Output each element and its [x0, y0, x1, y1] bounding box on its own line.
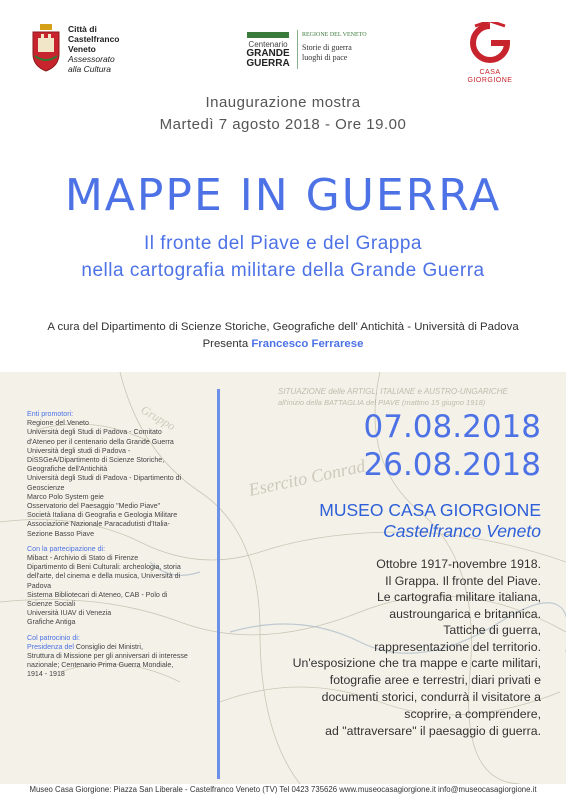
promotore-item: Università degli Studi di Padova - Comitato	[27, 428, 162, 437]
partecipante-item: Grafiche Antiga	[27, 618, 76, 627]
venue	[226, 500, 541, 542]
partecipante-item: Università IUAV di Venezia	[27, 609, 112, 618]
presenta-label: Presenta	[202, 338, 249, 350]
cf-line-3: Veneto	[68, 44, 96, 54]
logo-bar	[0, 20, 566, 90]
partecipazione-heading: Con la partecipazione di:	[27, 544, 106, 553]
desc-line: Tattiche di guerra,	[443, 623, 541, 637]
promotore-item: Università degli Studi di Padova - Dipartimento di	[27, 474, 182, 483]
exhibition-title: MAPPE IN GUERRA	[64, 170, 502, 221]
inauguration-title: Inaugurazione mostra	[205, 94, 361, 111]
cf-line-5: alla Cultura	[68, 64, 111, 74]
partecipante-item: dell'arte, del cinema e della musica, Università di	[27, 572, 181, 581]
desc-line: rappresentazione del territorio.	[374, 639, 541, 654]
partecipante-item: Padova	[27, 581, 52, 590]
partecipante-item: Mibact - Archivio di Stato di Firenze	[27, 554, 139, 563]
summary-line: documenti storici, condurrà il visitatore a	[321, 690, 541, 704]
promotore-item: Università degli studi di Padova -	[27, 446, 131, 455]
promotore-item: d'Ateneo per il centenario della Grande Guerra	[27, 437, 174, 446]
promotore-item: Associazione Nazionale Paracadutisti d'Italia-	[27, 520, 170, 529]
patrocinio-item: Struttura di Missione per gli anniversari di interesse	[27, 652, 188, 661]
casa-label: CASA	[479, 69, 501, 76]
partecipante-item: Scienze Sociali	[27, 600, 76, 609]
patrocinio-list	[27, 643, 211, 680]
centenario-divider	[297, 30, 298, 69]
inauguration-block	[0, 92, 566, 136]
partecipante-item: Sistema Bibliotecari di Ateneo, CAB - Polo di	[27, 590, 168, 599]
presenter-name: Francesco Ferrarese	[251, 338, 364, 350]
summary-line: ad "attraversare" il paesaggio di guerra.	[325, 724, 541, 738]
promotore-item: Osservatorio del Paesaggio "Medio Piave"	[27, 502, 161, 511]
centenario-line-3: GUERRA	[246, 58, 290, 69]
map-label-esercito: Esercito Conrad	[246, 455, 368, 500]
date-start: 07.08.2018	[363, 409, 541, 445]
desc-line: Ottobre 1917-novembre 1918.	[376, 557, 541, 571]
desc-line: austroungarica e britannica.	[389, 606, 541, 621]
centenario-tag-2: luoghi di pace	[302, 53, 348, 62]
castelfranco-logo	[30, 24, 120, 74]
castelfranco-crest-icon	[30, 24, 62, 72]
promotore-item: Geografiche dell'Antichità	[27, 465, 108, 474]
cf-line-4: Assessorato	[68, 54, 115, 64]
regione-veneto-label: REGIONE DEL VENETO	[302, 32, 367, 38]
centenario-green-bar	[247, 32, 289, 38]
exhibition-summary	[226, 655, 541, 740]
curated-line: A cura del Dipartimento di Scienze Storiche, Geografiche dell' Antichità - Università di Padova	[47, 321, 519, 333]
cf-line-2: Castelfranco	[68, 34, 120, 44]
patrocinio-item: Consiglio dei Ministri,	[73, 642, 143, 651]
curated-by	[0, 319, 566, 353]
desc-line: Il Grappa. Il fronte del Piave.	[385, 573, 541, 588]
partecipazione-list	[27, 554, 211, 628]
map-title-line-2: all'inizio della BATTAGLIA del PIAVE (mattino 15 giugno 1918)	[278, 398, 486, 407]
patrocinio-heading: Col patrocinio di:	[27, 633, 80, 642]
centenario-tag-1: Storie di guerra	[302, 43, 352, 52]
promotore-item: Marco Polo System geie	[27, 492, 104, 501]
partners-column	[27, 410, 211, 680]
partecipante-item: Dipartimento di Beni Culturali: archeologia, storia	[27, 563, 181, 572]
museum-city: Castelfranco Veneto	[383, 521, 541, 541]
desc-line: Le cartografia militare italiana,	[376, 590, 541, 604]
centenario-line-2: GRANDE	[246, 48, 290, 59]
promotore-item: Sezione Basso Piave	[27, 529, 95, 538]
patrocinio-presidenza: Presidenza del	[27, 642, 74, 651]
centenario-line-1: Centenario	[248, 40, 288, 49]
summary-line: scoprire, a comprendere,	[404, 707, 541, 721]
patrocinio-item: nazionale; Centenario Prima Guerra Mondiale,	[27, 661, 174, 670]
subtitle-line-2: nella cartografia militare della Grande Guerra	[81, 260, 485, 281]
promotore-item: Società Italiana di Geografia e Geologia Militare	[27, 511, 178, 520]
cf-line-1: Città di	[68, 24, 97, 34]
column-divider	[217, 389, 220, 779]
promotore-item: Geoscienze	[27, 483, 65, 492]
promotore-item: Regione del Veneto	[27, 419, 89, 428]
centenario-grande-guerra-logo	[243, 30, 367, 69]
date-end: 26.08.2018	[363, 447, 541, 483]
inauguration-datetime: Martedì 7 agosto 2018 - Ore 19.00	[159, 116, 407, 133]
summary-line: fotografie aree e terrestri, diari privati e	[329, 673, 541, 687]
exhibition-description	[226, 556, 541, 655]
casa-giorgione-logo	[460, 22, 520, 84]
museum-name: MUSEO CASA GIORGIONE	[319, 500, 541, 520]
map-title-line-1: SITUAZIONE delle ARTIGL. ITALIANE e AUSTRO-UNGARICHE	[278, 387, 508, 396]
map-label-gruppo: Gruppo	[138, 402, 178, 434]
subtitle-line-1: Il fronte del Piave e del Grappa	[144, 233, 422, 254]
footer-contact: Museo Casa Giorgione: Piazza San Liberale - Castelfranco Veneto (TV) Tel 0423 735626 www.museocasagiorgione.it info@museocasagiorgione.it	[29, 785, 537, 794]
exhibition-dates	[226, 408, 541, 484]
summary-line: Un'esposizione che tra mappe e carte militari,	[292, 656, 541, 670]
promotori-heading: Enti promotori:	[27, 410, 74, 418]
exhibition-subtitle	[0, 230, 566, 284]
casa-giorgione-g-icon	[467, 22, 513, 64]
patrocinio-item: 1914 - 1918	[27, 670, 65, 679]
promotori-list	[27, 419, 211, 539]
giorgione-label: GIORGIONE	[467, 77, 513, 84]
promotore-item: DiSSGeA/Dipartimento di Scienze Storiche,	[27, 456, 165, 465]
